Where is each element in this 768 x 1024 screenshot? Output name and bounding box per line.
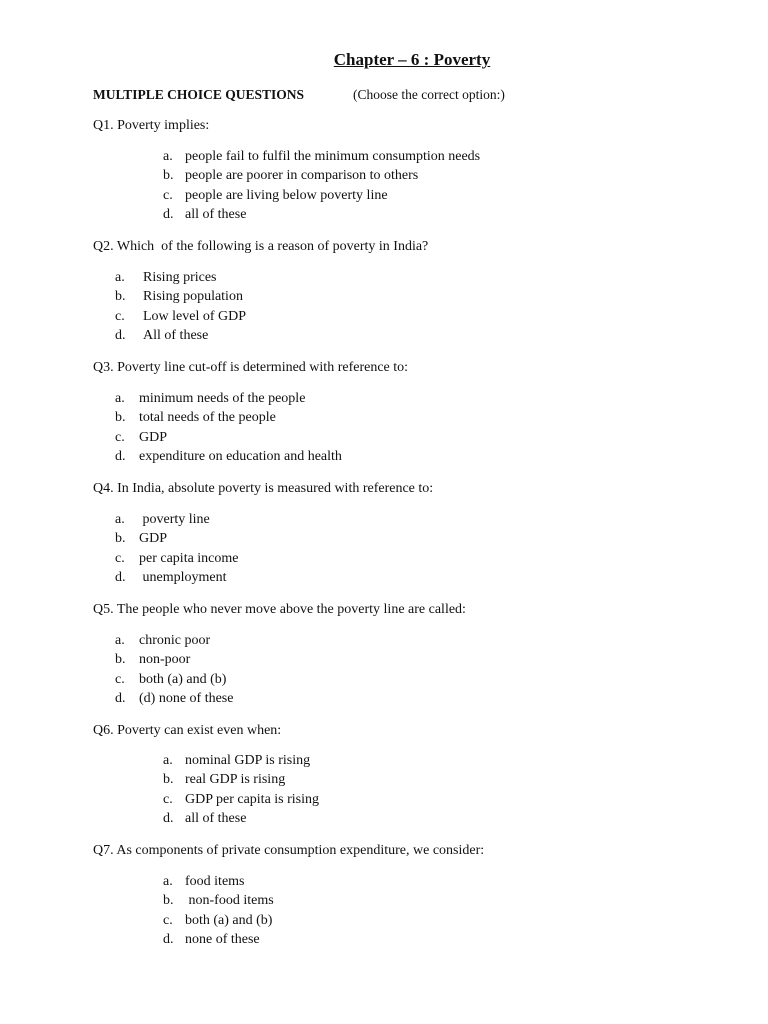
option-text: both (a) and (b) [185, 912, 273, 928]
option-letter: b. [115, 289, 126, 305]
option-letter: c. [115, 429, 125, 445]
option-text: All of these [143, 327, 209, 343]
option-letter: d. [115, 690, 126, 706]
option-text: GDP per capita is rising [185, 791, 320, 807]
option-letter: a. [163, 874, 173, 889]
option-text: GDP [139, 531, 168, 547]
option-letter: b. [115, 410, 126, 426]
option-text: none of these [185, 931, 260, 947]
option-letter: a. [115, 633, 125, 648]
option-text: Low level of GDP [143, 308, 247, 324]
option-letter: c. [163, 791, 173, 807]
page-title: Chapter – 6 : Poverty [333, 50, 491, 69]
option-letter: b. [115, 652, 126, 668]
option-text: both (a) and (b) [139, 671, 227, 687]
option-text: total needs of the people [139, 410, 276, 426]
option-letter: a. [115, 391, 125, 406]
option-text: non-food items [185, 893, 274, 909]
option-letter: c. [115, 671, 125, 687]
option-text: people fail to fulfil the minimum consumption needs [185, 149, 481, 164]
option-letter: c. [115, 550, 125, 566]
question-text: Q6. Poverty can exist even when: [93, 723, 282, 738]
option-letter: d. [163, 810, 174, 826]
option-text: Rising population [143, 289, 243, 305]
option-letter: a. [163, 149, 173, 164]
option-text: food items [185, 874, 245, 889]
question-text: Q5. The people who never move above the poverty line are called: [93, 602, 466, 617]
option-letter: b. [163, 893, 174, 909]
option-letter: d. [115, 448, 126, 464]
question-text: Q3. Poverty line cut-off is determined with reference to: [93, 360, 409, 375]
question-text: Q2. Which of the following is a reason of poverty in India? [93, 239, 429, 254]
option-letter: c. [115, 308, 125, 324]
option-text: expenditure on education and health [139, 448, 342, 464]
option-letter: d. [115, 569, 126, 585]
option-text: per capita income [139, 550, 239, 566]
option-text: poverty line [139, 512, 210, 527]
option-text: all of these [185, 810, 247, 826]
option-text: people are poorer in comparison to others [185, 168, 419, 184]
option-text: people are living below poverty line [185, 187, 388, 203]
option-text: unemployment [139, 569, 227, 585]
option-letter: d. [115, 327, 126, 343]
option-text: non-poor [139, 652, 191, 668]
option-text: minimum needs of the people [139, 391, 306, 406]
option-text: Rising prices [143, 270, 217, 285]
option-text: GDP [139, 429, 168, 445]
option-letter: d. [163, 206, 174, 222]
option-letter: c. [163, 187, 173, 203]
option-text: all of these [185, 206, 247, 222]
section-heading: MULTIPLE CHOICE QUESTIONS [93, 87, 305, 102]
option-text: real GDP is rising [185, 772, 286, 788]
option-letter: d. [163, 931, 174, 947]
option-text: (d) none of these [139, 690, 234, 706]
option-letter: b. [163, 168, 174, 184]
question-text: Q1. Poverty implies: [93, 118, 210, 133]
option-letter: c. [163, 912, 173, 928]
option-letter: a. [115, 512, 125, 527]
option-letter: b. [115, 531, 126, 547]
option-text: chronic poor [139, 633, 211, 648]
option-text: nominal GDP is rising [185, 753, 311, 768]
section-instruction: (Choose the correct option:) [353, 87, 505, 102]
option-letter: a. [163, 753, 173, 768]
option-letter: a. [115, 270, 125, 285]
question-text: Q4. In India, absolute poverty is measured with reference to: [93, 481, 434, 496]
question-text: Q7. As components of private consumption expenditure, we consider: [93, 843, 485, 858]
option-letter: b. [163, 772, 174, 788]
